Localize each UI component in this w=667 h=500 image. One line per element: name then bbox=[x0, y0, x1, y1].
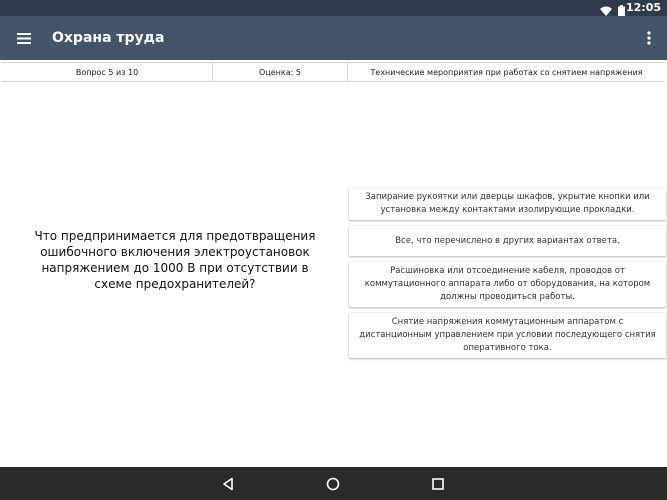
quiz-info-bar bbox=[2, 62, 665, 82]
hamburger-menu-icon[interactable] bbox=[12, 26, 36, 50]
topic-label: Технические мероприятия при работах со снятием напряжения bbox=[370, 67, 643, 77]
answer-option-3[interactable]: Расшиновка или отсоединение кабеля, проводов от коммутационного аппарата либо от оборудования, на котором должны проводиться работы. bbox=[349, 262, 666, 307]
status-bar bbox=[0, 0, 667, 16]
answer-option-2[interactable]: Все, что перечислено в других вариантах ответа. bbox=[349, 226, 666, 256]
back-icon[interactable] bbox=[219, 475, 237, 493]
app-title: Охрана труда bbox=[52, 30, 165, 46]
question-counter: Вопрос 5 из 10 bbox=[2, 63, 213, 81]
more-vert-icon[interactable] bbox=[641, 26, 657, 50]
recents-icon[interactable] bbox=[429, 475, 447, 493]
score-label: Оценка: 5 bbox=[213, 63, 348, 81]
status-clock: 12:05 bbox=[625, 1, 661, 14]
answer-option-4[interactable]: Снятие напряжения коммутационным аппаратом с дистанционным управлением при условии последующего снятия оперативного тока. bbox=[349, 313, 666, 358]
answer-list bbox=[349, 188, 666, 364]
app-bar bbox=[0, 16, 667, 60]
home-icon[interactable] bbox=[324, 475, 342, 493]
navigation-bar bbox=[0, 467, 667, 500]
question-text: Что предпринимается для предотвращения ошибочного включения электроустановок напряжением до 1000 В при отсутствии в схеме предохранителей? bbox=[34, 229, 316, 291]
answer-option-1[interactable]: Запирание рукоятки или дверцы шкафов, укрытие кнопки или установка между контактами изолирующие прокладки. bbox=[349, 188, 666, 220]
